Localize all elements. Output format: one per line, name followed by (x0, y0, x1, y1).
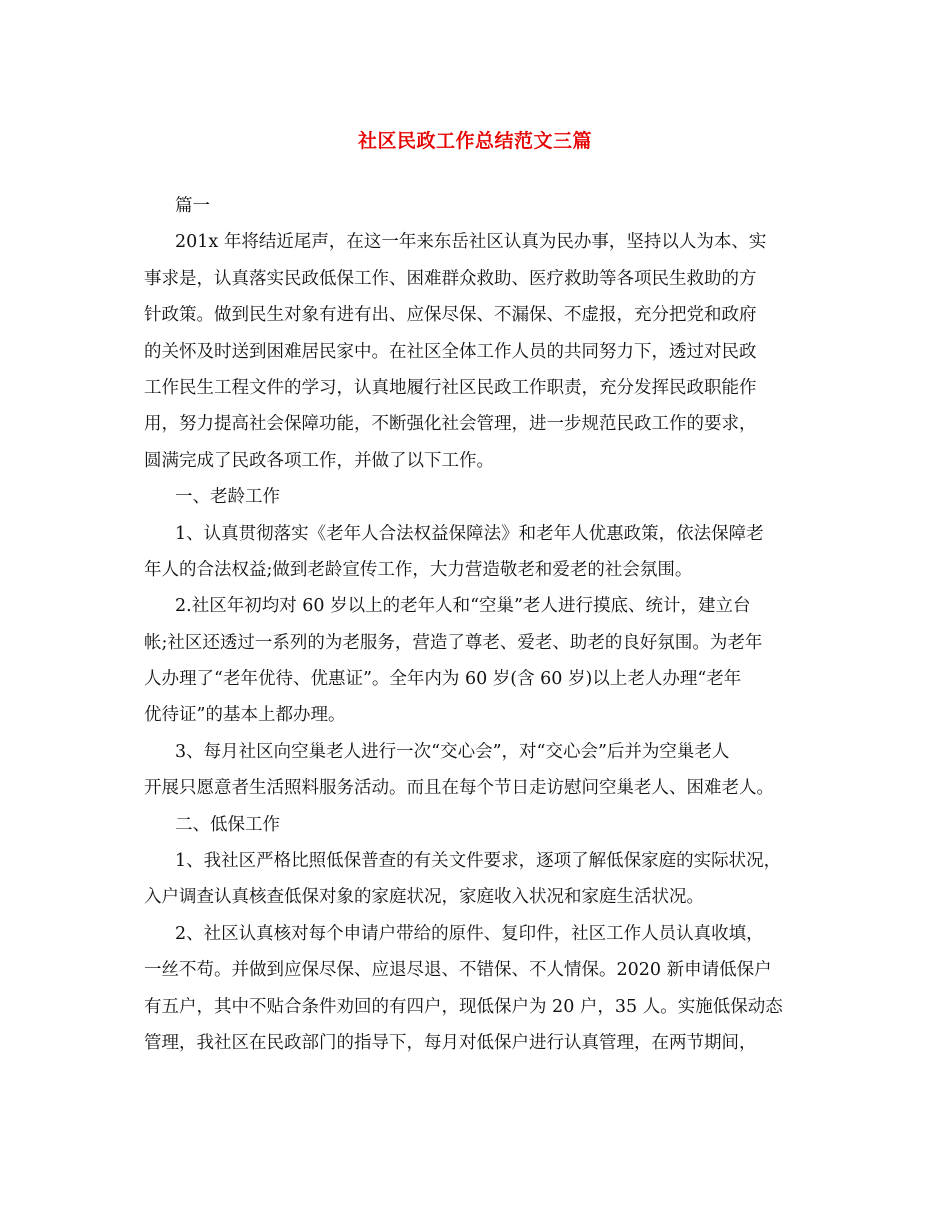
text-line: 的关怀及时送到困难居民家中。在社区全体工作人员的共同努力下，透过对民政 (144, 341, 757, 362)
text-line: 用，努力提高社会保障功能，不断强化社会管理，进一步规范民政工作的要求， (144, 414, 757, 435)
text-line: 一丝不苟。并做到应保尽保、应退尽退、不错保、不人情保。2020 新申请低保户 (144, 960, 772, 981)
text-line: 年人的合法权益;做到老龄宣传工作，大力营造敬老和爱老的社会氛围。 (144, 559, 693, 580)
text-line: 事求是，认真落实民政低保工作、困难群众救助、医疗救助等各项民生救助的方 (144, 268, 757, 289)
text-line: 2、社区认真核对每个申请户带给的原件、复印件，社区工作人员认真收填， (175, 923, 764, 944)
text-line: 有五户，其中不贴合条件劝回的有四户，现低保户为 20 户，35 人。实施低保动态 (144, 996, 783, 1017)
text-line: 201x 年将结近尾声，在这一年来东岳社区认真为民办事，坚持以人为本、实 (175, 232, 767, 253)
text-line: 工作民生工程文件的学习，认真地履行社区民政工作职责，充分发挥民政职能作 (144, 377, 757, 398)
text-line: 二、低保工作 (175, 814, 280, 835)
text-line: 入户调查认真核查低保对象的家庭状况，家庭收入状况和家庭生活状况。 (144, 887, 704, 908)
text-line: 3、每月社区向空巢老人进行一次“交心会”，对“交心会”后并为空巢老人 (175, 741, 730, 762)
text-line: 圆满完成了民政各项工作，并做了以下工作。 (144, 450, 494, 471)
text-line: 一、老龄工作 (175, 487, 280, 508)
document-title: 社区民政工作总结范文三篇 (357, 130, 592, 152)
text-line: 帐;社区还透过一系列的为老服务，营造了尊老、爱老、助老的良好氛围。为老年 (144, 632, 763, 653)
text-line: 2.社区年初均对 60 岁以上的老年人和“空巢”老人进行摸底、统计，建立台 (175, 596, 751, 617)
text-line: 1、我社区严格比照低保普查的有关文件要求，逐项了解低保家庭的实际状况， (175, 851, 782, 872)
text-line: 1、认真贯彻落实《老年人合法权益保障法》和老年人优惠政策，依法保障老 (175, 523, 764, 544)
text-line: 篇一 (175, 196, 210, 216)
document-body (144, 188, 810, 1061)
text-line: 优待证”的基本上都办理。 (144, 705, 346, 726)
text-line: 管理，我社区在民政部门的指导下，每月对低保户进行认真管理，在两节期间， (144, 1032, 757, 1053)
text-line: 针政策。做到民生对象有进有出、应保尽保、不漏保、不虚报，充分把党和政府 (144, 305, 757, 326)
text-line: 人办理了“老年优待、优惠证”。全年内为 60 岁(含 60 岁)以上老人办理“老年 (144, 669, 742, 690)
text-line: 开展只愿意者生活照料服务活动。而且在每个节日走访慰问空巢老人、困难老人。 (144, 778, 774, 799)
